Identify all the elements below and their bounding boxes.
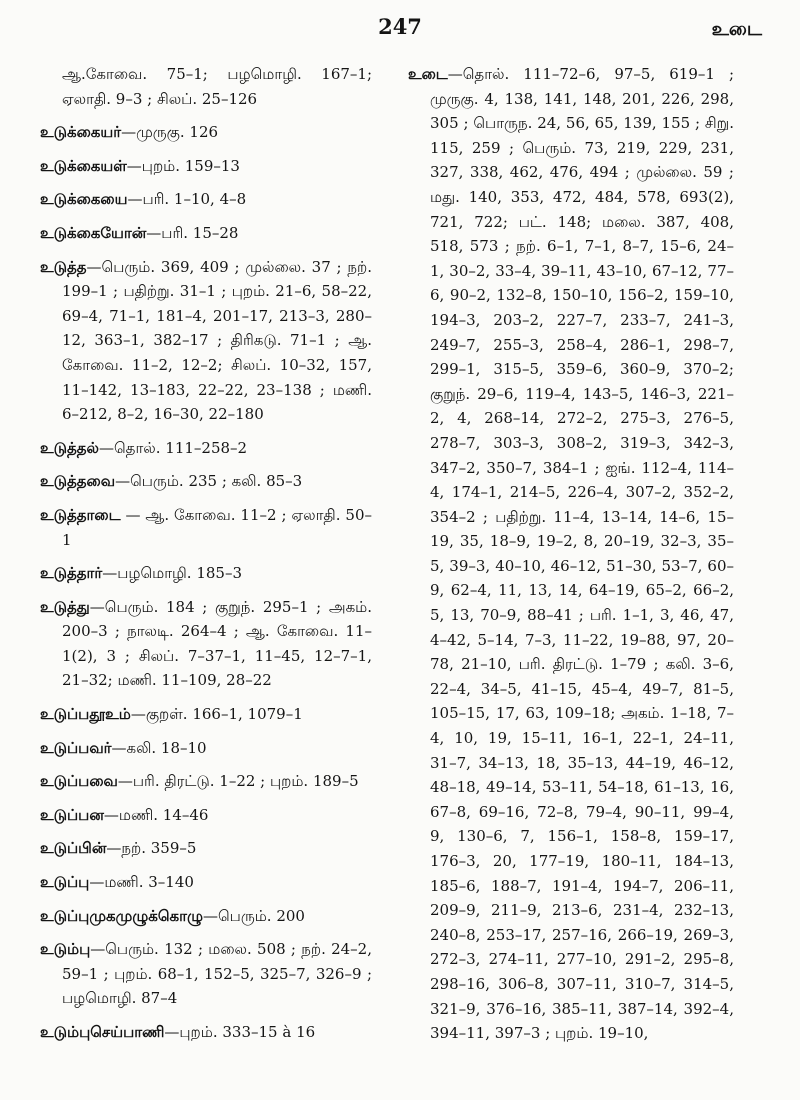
entry-headword: உடுப்பவர் (40, 738, 112, 757)
entry-headword: உடுத்தவை (40, 472, 116, 491)
entry-headword: உடுத்தல் (40, 438, 99, 457)
entry-headword: உடும்பு (40, 940, 91, 959)
index-entry (40, 120, 372, 145)
entry-references: —நற். 359–5 (106, 839, 197, 858)
entry-headword: உடுப்பதூஉம் (40, 705, 131, 724)
entry-references: —முருகு. 126 (121, 123, 219, 142)
entry-references: —தொல். 111–72–6, 97–5, 619–1 ; முருகு. 4, 138, 141, 148, 201, 226, 298, 305 ; பொருந. 24, 56, 65, 139, 155 ; சிறு. 115, 259 ; பெரும். 73, 219, 229, 231, 327, 338, 462, 476, 494 ; முல்லை. 59 ; மது. 140, 353, 472, 484, 578, 693(2), 721, 722; பட். 148; மலை. 387, 408, 518, 573 ; நற். 6–1, 7–1, 8–7, 15–6, 24–1, 30–2, 33–4, 39–11, 43–10, 67–12, 77–6, 90–2, 132–8, 150–10, 156–2, 159–10, 194–3, 203–2, 227–7, 233–7, 241–3, 249–7, 255–3, 258–4, 286–1, 298–7, 299–1, 315–5, 359–6, 360–9, 370–2; குறுந். 29–6, 119–4, 143–5, 146–3, 221–2, 4, 268–14, 272–2, 275–3, 276–5, 278–7, 303–3, 308–2, 319–3, 342–3, 347–2, 350–7, 384–1 ; ஐங். 112–4, 114–4, 174–1, 214–5, 226–4, 307–2, 352–2, 354–2 ; பதிற்று. 11–4, 13–14, 14–6, 15–19, 35, 18–9, 19–2, 8, 20–19, 32–3, 35–5, 39–3, 40–10, 46–12, 51–30, 53–7, 60–9, 62–4, 11, 13, 14, 64–19, 65–2, 66–2, 5, 13, 70–9, 88–41 ; பரி. 1–1, 3, 46, 47, 4–42, 5–14, 7–3, 11–22, 19–88, 97, 20–78, 21–10, பரி. திரட்டு. 1–79 ; கலி. 3–6, 22–4, 34–5, 41–15, 45–4, 49–7, 81–5, 105–15, 17, 63, 109–18; அகம். 1–18, 7–4, 10, 19, 15–11, 16–1, 22–1, 24–11, 31–7, 34–13, 18, 35–13, 44–19, 46–12, 48–18, 49–14, 53–11, 54–18, 61–13, 16, 67–8, 69–16, 72–8, 79–4, 90–11, 99–4, 9, 130–6, 7, 156–1, 158–8, 159–17, 176–3, 20, 177–19, 180–11, 184–13, 185–6, 188–7, 191–4, 194–7, 206–11, 209–9, 211–9, 213–6, 231–4, 232–13, 240–8, 253–17, 257–16, 266–19, 269–3, 272–3, 274–11, 277–10, 291–2, 295–8, 298–16, 306–8, 307–11, 310–7, 314–5, 321–9, 376–16, 385–11, 387–14, 392–4, 394–11, 397–3 ; புறம். 19–10, (430, 65, 734, 1043)
entry-references: —புறம். 333–15 à 16 (164, 1023, 316, 1041)
index-entry (40, 937, 372, 1011)
entry-references: —பெரும். 184 ; குறுந். 295–1 ; அகம். 200–3 ; நாலடி. 264–4 ; ஆ. கோவை. 11–1(2), 3 ; சிலப். 7–37–1, 11–45, 12–7–1, 21–32; மணி. 11–109, 28–22 (62, 597, 372, 690)
entry-headword: உடுப்புமுகமுழுக்கொழு (40, 906, 203, 925)
entry-headword: உடுக்கையை (40, 190, 128, 209)
entry-headword: உடுத்தார் (40, 564, 103, 583)
entry-references: —தொல். 111–258–2 (99, 438, 248, 457)
entry-headword: உடுப்பன (40, 805, 104, 824)
index-entry (40, 187, 372, 212)
entry-references: —பரி. 1–10, 4–8 (127, 190, 247, 209)
running-head: உடை (711, 18, 762, 40)
entry-references: —பெரும். 369, 409 ; முல்லை. 37 ; நற். 199–1 ; பதிற்று. 31–1 ; புறம். 21–6, 58–22, 69–4, 71–1, 181–4, 201–17, 213–3, 280–12, 363–1, 382–17 ; திரிகடு. 71–1 ; ஆ. கோவை. 11–2, 12–2; சிலப். 10–32, 157, 11–142, 13–183, 22–22, 23–138 ; மணி. 6–212, 8–2, 16–30, 22–180 (62, 257, 372, 424)
index-entry (62, 62, 372, 111)
entry-headword: உடுத்து (40, 597, 90, 616)
entry-headword: உடுப்பு (40, 873, 90, 892)
entry-headword: உடும்புசெய்பாணி (40, 1023, 165, 1041)
left-column (40, 62, 372, 1054)
index-entry (40, 870, 372, 895)
index-entry (40, 595, 372, 693)
entry-headword: உடுப்பவை (40, 772, 118, 791)
index-entry (40, 769, 372, 794)
index-entry (40, 221, 372, 246)
index-entry (40, 255, 372, 427)
index-entry (40, 803, 372, 828)
index-entry (40, 1020, 372, 1045)
entry-references: —பரி. 15–28 (146, 223, 239, 242)
index-entry (40, 736, 372, 761)
index-entry (40, 904, 372, 929)
entry-references: — ஆ. கோவை. 11–2 ; ஏலாதி. 50–1 (62, 505, 372, 549)
index-entry (40, 436, 372, 461)
right-column (408, 62, 734, 1055)
entry-references: —பழமொழி. 185–3 (102, 564, 243, 583)
entry-headword: உடுக்கையர் (40, 123, 122, 142)
index-entry (40, 469, 372, 494)
entry-headword: உடுத்த (40, 257, 87, 276)
entry-headword: உடுக்கையள் (40, 156, 127, 175)
entry-references: —மணி. 3–140 (89, 873, 194, 892)
entry-references: —பரி. திரட்டு. 1–22 ; புறம். 189–5 (117, 772, 359, 791)
entry-references: —கலி. 18–10 (111, 738, 207, 757)
index-entry (408, 62, 734, 1046)
index-entry (40, 561, 372, 586)
entry-references: —பெரும். 235 ; கலி. 85–3 (115, 472, 303, 491)
index-entry (40, 836, 372, 861)
entry-headword: உடுப்பின் (40, 839, 107, 858)
entry-references: —மணி. 14–46 (103, 805, 209, 824)
entry-headword: உடை (408, 65, 448, 83)
index-entry (40, 154, 372, 179)
entry-headword: உடுத்தாடை (40, 505, 121, 524)
entry-references: —பெரும். 200 (202, 906, 305, 925)
entry-headword: உடுக்கையோன் (40, 223, 147, 242)
entry-references: —புறம். 159–13 (126, 156, 240, 175)
entry-references: ஆ.கோவை. 75–1; பழமொழி. 167–1; ஏலாதி. 9–3 ; சிலப். 25–126 (62, 65, 372, 108)
entry-references: —பெரும். 132 ; மலை. 508 ; நற். 24–2, 59–1 ; புறம். 68–1, 152–5, 325–7, 326–9 ; பழமொழி. 87–4 (62, 940, 372, 1008)
index-entry (40, 503, 372, 552)
page-number: 247 (378, 14, 422, 39)
index-entry (40, 702, 372, 727)
entry-references: —குறள். 166–1, 1079–1 (130, 705, 303, 724)
